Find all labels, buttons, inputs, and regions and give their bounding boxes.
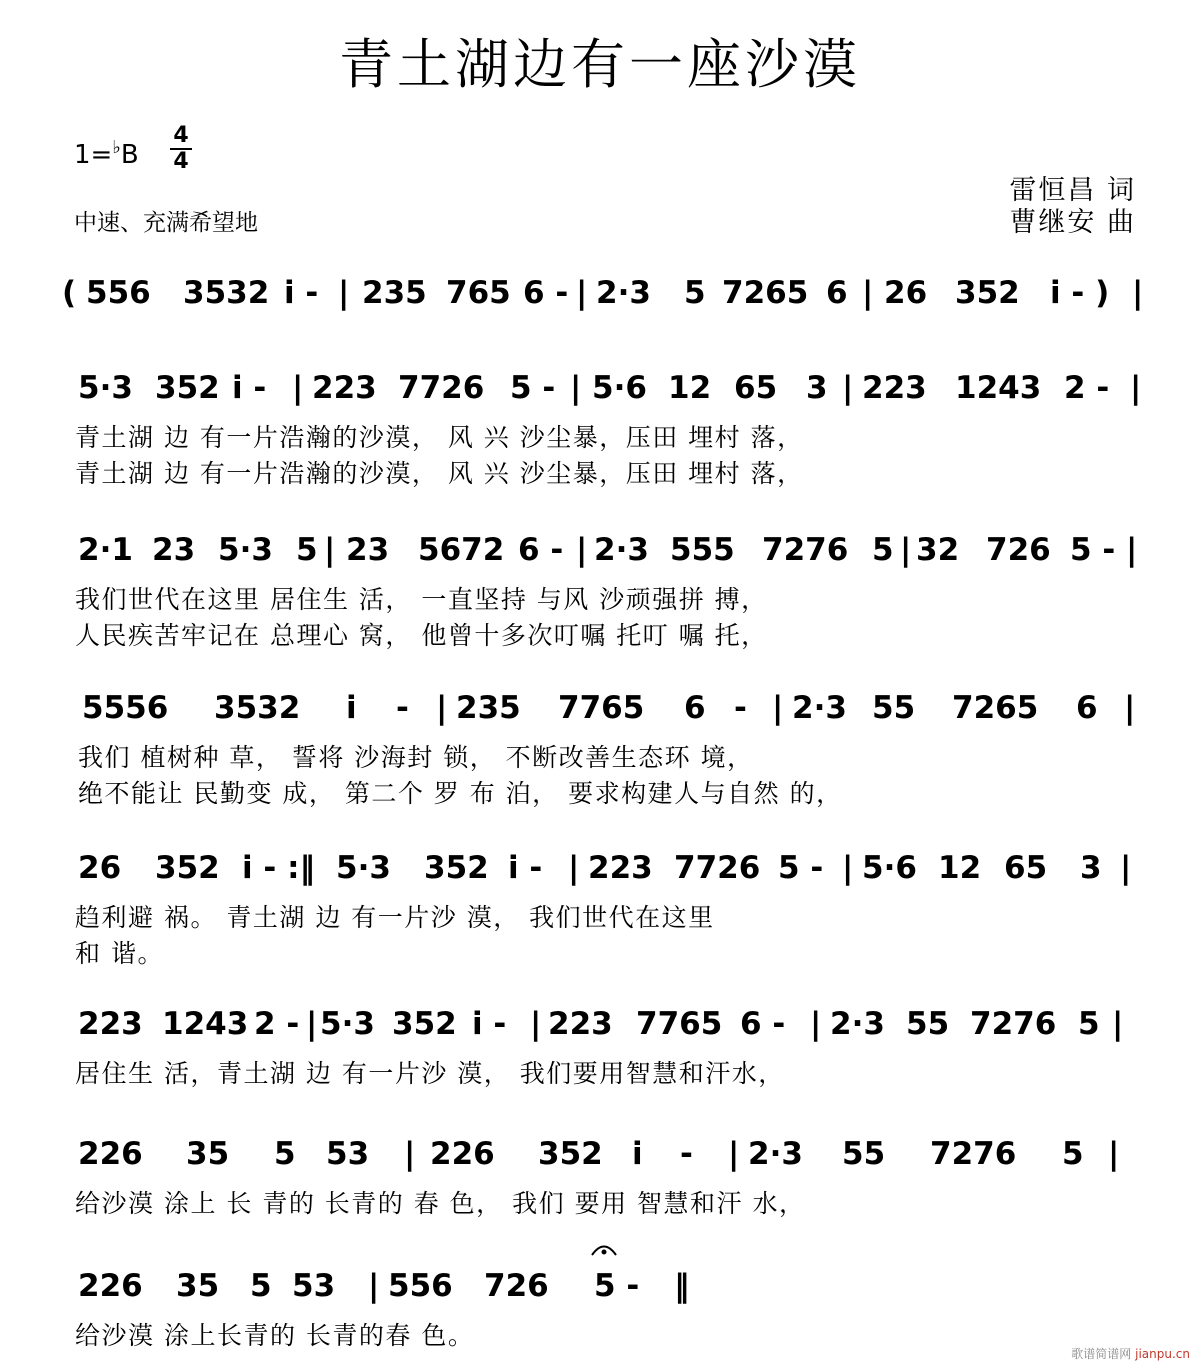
lyric-line: 和 谐。 xyxy=(75,939,164,968)
note-group: 7276 xyxy=(930,1136,1017,1172)
note-group: i - ) xyxy=(1050,275,1110,311)
note-group: ( xyxy=(62,275,77,311)
note-group: 226 xyxy=(430,1136,495,1172)
barline: | xyxy=(570,370,582,406)
barline: | xyxy=(324,532,336,568)
note-group: 2·3 xyxy=(748,1136,803,1172)
note-group: 7276 xyxy=(970,1006,1057,1042)
barline: | xyxy=(1112,1006,1124,1042)
note-group: 26 xyxy=(78,850,122,886)
barline: | xyxy=(862,275,874,311)
note-group: 556 xyxy=(388,1268,453,1304)
lyric-line: 给沙漠 涂上长青的 长青的春 色。 xyxy=(75,1321,475,1350)
note-group: 5 xyxy=(274,1136,296,1172)
lyrics-system-2 xyxy=(75,423,804,488)
lyrics-system-7 xyxy=(75,1189,805,1218)
note-group: 2·3 xyxy=(830,1006,885,1042)
note-group: 556 xyxy=(86,275,151,311)
note-group: i - xyxy=(508,850,543,886)
note-group: 1243 xyxy=(162,1006,249,1042)
lyric-line: 绝不能让 民勤变 成， 第二个 罗 布 泊， 要求构建人与自然 的， xyxy=(78,779,843,808)
note-group: 223 xyxy=(548,1006,613,1042)
lyric-line: 给沙漠 涂上 长 青的 长青的 春 色， 我们 要用 智慧和汗 水， xyxy=(75,1189,806,1218)
note-group: 2·3 xyxy=(792,690,847,726)
notation-system-4 xyxy=(82,690,1135,726)
barline: | xyxy=(368,1268,380,1304)
note-group: 765 xyxy=(446,275,511,311)
barline: | xyxy=(436,690,448,726)
note-group: 55 xyxy=(906,1006,950,1042)
notation-system-6 xyxy=(78,1006,1123,1042)
note-group: 12 xyxy=(938,850,982,886)
note-group: 7265 xyxy=(952,690,1039,726)
note-group: 53 xyxy=(326,1136,370,1172)
lyricist-credit: 雷恒昌 词 xyxy=(1009,175,1136,206)
barline: | xyxy=(842,370,854,406)
barline: | xyxy=(810,1006,822,1042)
note-group: 5 xyxy=(684,275,706,311)
note-group: 3 xyxy=(1080,850,1102,886)
note-group: 7726 xyxy=(398,370,485,406)
note-group: 5 - xyxy=(778,850,824,886)
note-group: 55 xyxy=(872,690,916,726)
note-group: 55 xyxy=(842,1136,886,1172)
note-group: 35 xyxy=(186,1136,230,1172)
barline: | xyxy=(568,850,580,886)
barline: | xyxy=(338,275,350,311)
lyric-line: 我们 植树种 草， 誓将 沙海封 锁， 不断改善生态环 境， xyxy=(78,743,754,772)
note-group: 6 - xyxy=(523,275,569,311)
note-group: i - :‖ xyxy=(242,850,315,886)
note-group: 5 xyxy=(296,532,318,568)
note-group: 223 xyxy=(588,850,653,886)
note-group: 352 xyxy=(538,1136,603,1172)
note-group: 2·3 xyxy=(596,275,651,311)
notation-system-3 xyxy=(78,532,1137,568)
notation-system-5 xyxy=(78,850,1131,886)
note-group: 5556 xyxy=(82,690,169,726)
note-group: 65 xyxy=(734,370,778,406)
note-group: 5 - xyxy=(1070,532,1116,568)
note-group: i - xyxy=(232,370,267,406)
note-group: 5·3 xyxy=(320,1006,375,1042)
barline: | xyxy=(1108,1136,1120,1172)
lyrics-system-3 xyxy=(75,585,768,650)
note-group: - xyxy=(680,1136,693,1172)
note-group: 12 xyxy=(668,370,712,406)
lyric-line: 居住生 活，青土湖 边 有一片沙 漠， 我们要用智慧和汗水， xyxy=(75,1059,785,1088)
note-group: 3532 xyxy=(183,275,270,311)
key-signature: 1=♭B xyxy=(74,137,139,170)
lyric-line: 人民疾苦牢记在 总理心 窝， 他曾十多次叮嘱 托叮 嘱 托， xyxy=(75,621,768,650)
note-group: 223 xyxy=(312,370,377,406)
note-group: 1243 xyxy=(955,370,1042,406)
note-group: 5·3 xyxy=(218,532,273,568)
notation-system-7 xyxy=(78,1136,1119,1172)
note-group: i - xyxy=(472,1006,507,1042)
note-group: 5·3 xyxy=(336,850,391,886)
note-group: 223 xyxy=(78,1006,143,1042)
barline: | xyxy=(306,1006,318,1042)
note-group: i xyxy=(346,690,357,726)
note-group: 5·6 xyxy=(862,850,917,886)
barline: | xyxy=(1130,370,1142,406)
barline: | xyxy=(292,370,304,406)
note-group: - xyxy=(396,690,409,726)
note-group: 352 xyxy=(955,275,1020,311)
note-group: - xyxy=(734,690,747,726)
barline: | xyxy=(404,1136,416,1172)
note-group: 3 xyxy=(806,370,828,406)
note-group: 7726 xyxy=(674,850,761,886)
note-group: 226 xyxy=(78,1268,143,1304)
barline: | xyxy=(576,275,588,311)
note-group: 7276 xyxy=(762,532,849,568)
note-group: 32 xyxy=(916,532,960,568)
note-group: 5·3 xyxy=(78,370,133,406)
lyric-line: 青土湖 边 有一片浩瀚的沙漠， 风 兴 沙尘暴，压田 埋村 落， xyxy=(75,459,804,488)
note-group: 235 xyxy=(362,275,427,311)
note-group: 726 xyxy=(986,532,1051,568)
note-group: 65 xyxy=(1004,850,1048,886)
barline: | xyxy=(1124,690,1136,726)
lyric-line: 我们世代在这里 居住生 活， 一直坚持 与风 沙顽强拼 搏， xyxy=(75,585,768,614)
note-group: 23 xyxy=(346,532,390,568)
lyrics-system-8 xyxy=(75,1321,474,1350)
note-group: 7265 xyxy=(722,275,809,311)
composer-credit: 曹继安 曲 xyxy=(1009,207,1136,238)
lyrics-system-5 xyxy=(75,903,715,968)
barline: | xyxy=(1126,532,1138,568)
lyrics-system-4 xyxy=(78,743,843,808)
final-barline: ‖ xyxy=(674,1268,690,1304)
notation-system-2 xyxy=(78,370,1141,406)
note-group: 5672 xyxy=(418,532,505,568)
notation-system-8 xyxy=(78,1268,690,1304)
note-group: 35 xyxy=(176,1268,220,1304)
barline: | xyxy=(530,1006,542,1042)
note-group: 352 xyxy=(424,850,489,886)
barline: | xyxy=(842,850,854,886)
note-group: 23 xyxy=(152,532,196,568)
fermata-dot xyxy=(602,1250,607,1255)
note-group: 53 xyxy=(292,1268,336,1304)
note-group: i xyxy=(632,1136,643,1172)
barline: | xyxy=(728,1136,740,1172)
lyrics-system-6 xyxy=(75,1059,785,1088)
watermark: 歌谱简谱网 jianpu.cn xyxy=(1071,1347,1190,1361)
note-group: 6 xyxy=(826,275,848,311)
note-group: 5 xyxy=(872,532,894,568)
note-group: 5 xyxy=(250,1268,272,1304)
note-group: 226 xyxy=(78,1136,143,1172)
note-group: 5·6 xyxy=(592,370,647,406)
note-group: 352 xyxy=(155,850,220,886)
note-group: 6 - xyxy=(740,1006,786,1042)
lyric-line: 青土湖 边 有一片浩瀚的沙漠， 风 兴 沙尘暴，压田 埋村 落， xyxy=(75,423,804,452)
note-group: 6 xyxy=(684,690,706,726)
note-group: 5 - xyxy=(594,1268,640,1304)
notation-system-1 xyxy=(62,275,1143,311)
time-signature: 4 4 xyxy=(170,124,192,174)
song-title: 青土湖边有一座沙漠 xyxy=(339,33,861,96)
note-group: 555 xyxy=(670,532,735,568)
note-group: 26 xyxy=(884,275,928,311)
lyric-line: 趋利避 祸。 青土湖 边 有一片沙 漠， 我们世代在这里 xyxy=(75,903,715,932)
note-group: 2·1 xyxy=(78,532,133,568)
note-group: 6 xyxy=(1076,690,1098,726)
note-group: 7765 xyxy=(558,690,645,726)
note-group: 7765 xyxy=(636,1006,723,1042)
note-group: 726 xyxy=(484,1268,549,1304)
barline: | xyxy=(576,532,588,568)
note-group: 3532 xyxy=(214,690,301,726)
note-group: 235 xyxy=(456,690,521,726)
note-group: i - xyxy=(284,275,319,311)
tempo-marking: 中速、充满希望地 xyxy=(74,210,258,236)
note-group: 2 - xyxy=(254,1006,300,1042)
note-group: 352 xyxy=(392,1006,457,1042)
note-group: 2·3 xyxy=(594,532,649,568)
note-group: 5 xyxy=(1078,1006,1100,1042)
note-group: 6 - xyxy=(518,532,564,568)
note-group: 2 - xyxy=(1064,370,1110,406)
barline: | xyxy=(900,532,912,568)
note-group: 5 xyxy=(1062,1136,1084,1172)
barline: | xyxy=(1120,850,1132,886)
barline: | xyxy=(1132,275,1144,311)
barline: | xyxy=(772,690,784,726)
note-group: 223 xyxy=(862,370,927,406)
note-group: 5 - xyxy=(510,370,556,406)
note-group: 352 xyxy=(155,370,220,406)
